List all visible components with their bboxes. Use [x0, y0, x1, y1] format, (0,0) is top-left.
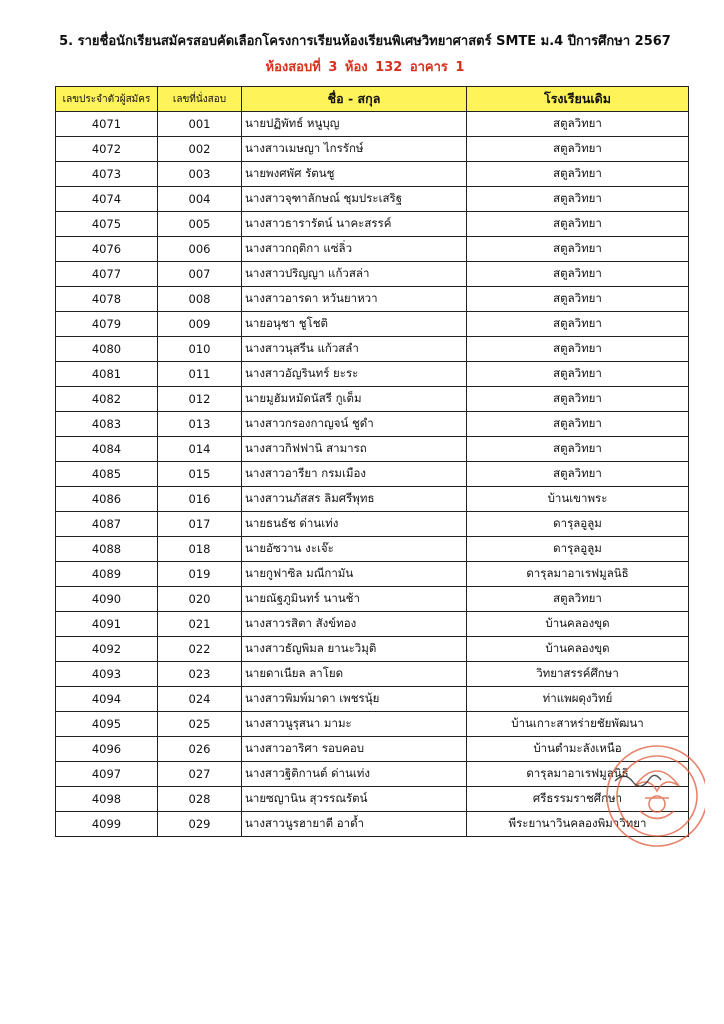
seat-number-cell: 008	[158, 287, 242, 312]
seat-number-cell: 007	[158, 262, 242, 287]
previous-school-cell: สตูลวิทยา	[467, 212, 689, 237]
applicant-id-cell: 4092	[56, 637, 158, 662]
column-header-applicant-id: เลขประจำตัวผู้สมัคร	[56, 87, 158, 112]
applicant-id-cell: 4076	[56, 237, 158, 262]
applicant-id-cell: 4089	[56, 562, 158, 587]
full-name-cell: นางสาวนุสรีน แก้วสลำ	[242, 337, 467, 362]
applicant-id-cell: 4097	[56, 762, 158, 787]
applicant-id-cell: 4090	[56, 587, 158, 612]
applicant-id-cell: 4079	[56, 312, 158, 337]
table-row	[56, 462, 689, 487]
table-row	[56, 187, 689, 212]
table-row	[56, 137, 689, 162]
seat-number-cell: 026	[158, 737, 242, 762]
full-name-cell: นายซญานิน สุวรรณรัตน์	[242, 787, 467, 812]
full-name-cell: นางสาวอัญรินทร์ ยะระ	[242, 362, 467, 387]
seat-number-cell: 021	[158, 612, 242, 637]
seat-number-cell: 010	[158, 337, 242, 362]
seat-number-cell: 016	[158, 487, 242, 512]
previous-school-cell: บ้านเกาะสาหร่ายชัยพัฒนา	[467, 712, 689, 737]
applicant-id-cell: 4073	[56, 162, 158, 187]
previous-school-cell: สตูลวิทยา	[467, 437, 689, 462]
applicant-id-cell: 4093	[56, 662, 158, 687]
applicant-id-cell: 4080	[56, 337, 158, 362]
previous-school-cell: สตูลวิทยา	[467, 162, 689, 187]
previous-school-cell: ดารุลอูลูม	[467, 537, 689, 562]
full-name-cell: นางสาวพิมพ์มาดา เพชรนุ้ย	[242, 687, 467, 712]
full-name-cell: นางสาวธัญพิมล ยานะวิมุติ	[242, 637, 467, 662]
full-name-cell: นางสาวธารารัตน์ นาคะสรรค์	[242, 212, 467, 237]
table-row	[56, 687, 689, 712]
applicant-id-cell: 4091	[56, 612, 158, 637]
table-row	[56, 712, 689, 737]
seat-number-cell: 017	[158, 512, 242, 537]
seat-number-cell: 020	[158, 587, 242, 612]
applicant-id-cell: 4077	[56, 262, 158, 287]
seat-number-cell: 002	[158, 137, 242, 162]
seat-number-cell: 018	[158, 537, 242, 562]
applicant-id-cell: 4074	[56, 187, 158, 212]
table-row	[56, 437, 689, 462]
applicant-id-cell: 4085	[56, 462, 158, 487]
applicant-id-cell: 4075	[56, 212, 158, 237]
seat-number-cell: 029	[158, 812, 242, 837]
previous-school-cell: สตูลวิทยา	[467, 337, 689, 362]
table-row	[56, 812, 689, 837]
full-name-cell: นางสาวรสิตา สังข์ทอง	[242, 612, 467, 637]
full-name-cell: นายกูฟาซิล มณีกามัน	[242, 562, 467, 587]
table-header-row	[56, 87, 689, 112]
seat-number-cell: 003	[158, 162, 242, 187]
full-name-cell: นายธนธัช ด่านเท่ง	[242, 512, 467, 537]
previous-school-cell: ท่าแพผดุงวิทย์	[467, 687, 689, 712]
previous-school-cell: สตูลวิทยา	[467, 187, 689, 212]
table-row	[56, 737, 689, 762]
page-title: 5. รายชื่อนักเรียนสมัครสอบคัดเลือกโครงการเรียนห้องเรียนพิเศษวิทยาศาสตร์ SMTE ม.4 ปีการศึกษา 2567	[59, 34, 671, 49]
full-name-cell: นางสาวอาริศา รอบคอบ	[242, 737, 467, 762]
previous-school-cell: ศรีธรรมราชศึกษา	[467, 787, 689, 812]
table-body	[56, 112, 689, 837]
table-row	[56, 237, 689, 262]
full-name-cell: นางสาวนูรฮายาตี อาด้ำ	[242, 812, 467, 837]
column-header-previous-school: โรงเรียนเดิม	[467, 87, 689, 112]
full-name-cell: นางสาวนภัสสร ลิมศรีพุทธ	[242, 487, 467, 512]
full-name-cell: นางสาวนูรุสนา มามะ	[242, 712, 467, 737]
table-row	[56, 387, 689, 412]
seat-number-cell: 022	[158, 637, 242, 662]
applicant-id-cell: 4072	[56, 137, 158, 162]
previous-school-cell: บ้านคลองขุด	[467, 637, 689, 662]
previous-school-cell: สตูลวิทยา	[467, 362, 689, 387]
full-name-cell: นางสาวกฤติกา แซ่ลิ่ว	[242, 237, 467, 262]
full-name-cell: นางสาวอารียา กรมเมือง	[242, 462, 467, 487]
full-name-cell: นางสาวปริญญา แก้วสล่า	[242, 262, 467, 287]
previous-school-cell: พีระยานาวินคลองพิมาวิทยา	[467, 812, 689, 837]
previous-school-cell: วิทยาสรรค์ศึกษา	[467, 662, 689, 687]
table-row	[56, 787, 689, 812]
table-row	[56, 262, 689, 287]
table-row	[56, 487, 689, 512]
seat-number-cell: 014	[158, 437, 242, 462]
applicant-id-cell: 4086	[56, 487, 158, 512]
previous-school-cell: สตูลวิทยา	[467, 237, 689, 262]
full-name-cell: นายอนุชา ชูโชติ	[242, 312, 467, 337]
table-row	[56, 662, 689, 687]
table-row	[56, 612, 689, 637]
seat-number-cell: 027	[158, 762, 242, 787]
full-name-cell: นางสาวอารดา หวันยาหวา	[242, 287, 467, 312]
table-row	[56, 587, 689, 612]
previous-school-cell: ดารุลมาอาเรฟมูลนิธิ	[467, 562, 689, 587]
seat-number-cell: 024	[158, 687, 242, 712]
seat-number-cell: 012	[158, 387, 242, 412]
applicant-id-cell: 4087	[56, 512, 158, 537]
previous-school-cell: สตูลวิทยา	[467, 312, 689, 337]
table-row	[56, 537, 689, 562]
full-name-cell: นางสาวกิฟฟานิ สามารถ	[242, 437, 467, 462]
table-row	[56, 562, 689, 587]
seat-number-cell: 015	[158, 462, 242, 487]
table-row	[56, 162, 689, 187]
table-row	[56, 412, 689, 437]
full-name-cell: นายมูฮัมหมัดนัสรี กูเต็ม	[242, 387, 467, 412]
applicant-id-cell: 4098	[56, 787, 158, 812]
table-row	[56, 762, 689, 787]
previous-school-cell: ดารุลอูลูม	[467, 512, 689, 537]
previous-school-cell: สตูลวิทยา	[467, 387, 689, 412]
applicant-id-cell: 4099	[56, 812, 158, 837]
full-name-cell: นายอัซวาน งะเจ๊ะ	[242, 537, 467, 562]
seat-number-cell: 013	[158, 412, 242, 437]
applicant-id-cell: 4078	[56, 287, 158, 312]
applicant-id-cell: 4094	[56, 687, 158, 712]
table-row	[56, 337, 689, 362]
applicant-id-cell: 4082	[56, 387, 158, 412]
seat-number-cell: 004	[158, 187, 242, 212]
table-row	[56, 512, 689, 537]
full-name-cell: นางสาวกรองกาญจน์ ชูดำ	[242, 412, 467, 437]
applicant-id-cell: 4084	[56, 437, 158, 462]
previous-school-cell: สตูลวิทยา	[467, 137, 689, 162]
applicant-id-cell: 4088	[56, 537, 158, 562]
previous-school-cell: บ้านตำมะลังเหนือ	[467, 737, 689, 762]
column-header-seat-number: เลขที่นั่งสอบ	[158, 87, 242, 112]
seat-number-cell: 023	[158, 662, 242, 687]
full-name-cell: นายพงศพัศ รัตนชู	[242, 162, 467, 187]
applicant-id-cell: 4096	[56, 737, 158, 762]
applicant-id-cell: 4095	[56, 712, 158, 737]
applicant-id-cell: 4071	[56, 112, 158, 137]
full-name-cell: นางสาวจุฑาลักษณ์ ชุมประเสริฐ	[242, 187, 467, 212]
applicant-id-cell: 4081	[56, 362, 158, 387]
table-row	[56, 637, 689, 662]
seat-number-cell: 019	[158, 562, 242, 587]
table-row	[56, 312, 689, 337]
full-name-cell: นางสาวเมษญา ไกรรักษ์	[242, 137, 467, 162]
full-name-cell: นางสาวฐิติกานต์ ด่านเท่ง	[242, 762, 467, 787]
previous-school-cell: สตูลวิทยา	[467, 412, 689, 437]
table-row	[56, 212, 689, 237]
table-row	[56, 362, 689, 387]
seat-number-cell: 025	[158, 712, 242, 737]
exam-room-subtitle: ห้องสอบที่ 3 ห้อง 132 อาคาร 1	[265, 60, 465, 75]
previous-school-cell: สตูลวิทยา	[467, 462, 689, 487]
previous-school-cell: สตูลวิทยา	[467, 587, 689, 612]
table-row	[56, 287, 689, 312]
seat-number-cell: 009	[158, 312, 242, 337]
table-row	[56, 112, 689, 137]
previous-school-cell: สตูลวิทยา	[467, 112, 689, 137]
candidate-table	[55, 86, 689, 837]
column-header-full-name: ชื่อ - สกุล	[242, 87, 467, 112]
previous-school-cell: สตูลวิทยา	[467, 287, 689, 312]
full-name-cell: นายปฏิพัทธ์ หนูบุญ	[242, 112, 467, 137]
seat-number-cell: 001	[158, 112, 242, 137]
previous-school-cell: บ้านคลองขุด	[467, 612, 689, 637]
seat-number-cell: 005	[158, 212, 242, 237]
previous-school-cell: ดารุลมาอาเรฟมูลนิธิ	[467, 762, 689, 787]
seat-number-cell: 011	[158, 362, 242, 387]
applicant-id-cell: 4083	[56, 412, 158, 437]
previous-school-cell: บ้านเขาพระ	[467, 487, 689, 512]
full-name-cell: นายณัฐภูมินทร์ นานช้า	[242, 587, 467, 612]
previous-school-cell: สตูลวิทยา	[467, 262, 689, 287]
seat-number-cell: 028	[158, 787, 242, 812]
seat-number-cell: 006	[158, 237, 242, 262]
full-name-cell: นายดาเนียล ลาโยด	[242, 662, 467, 687]
